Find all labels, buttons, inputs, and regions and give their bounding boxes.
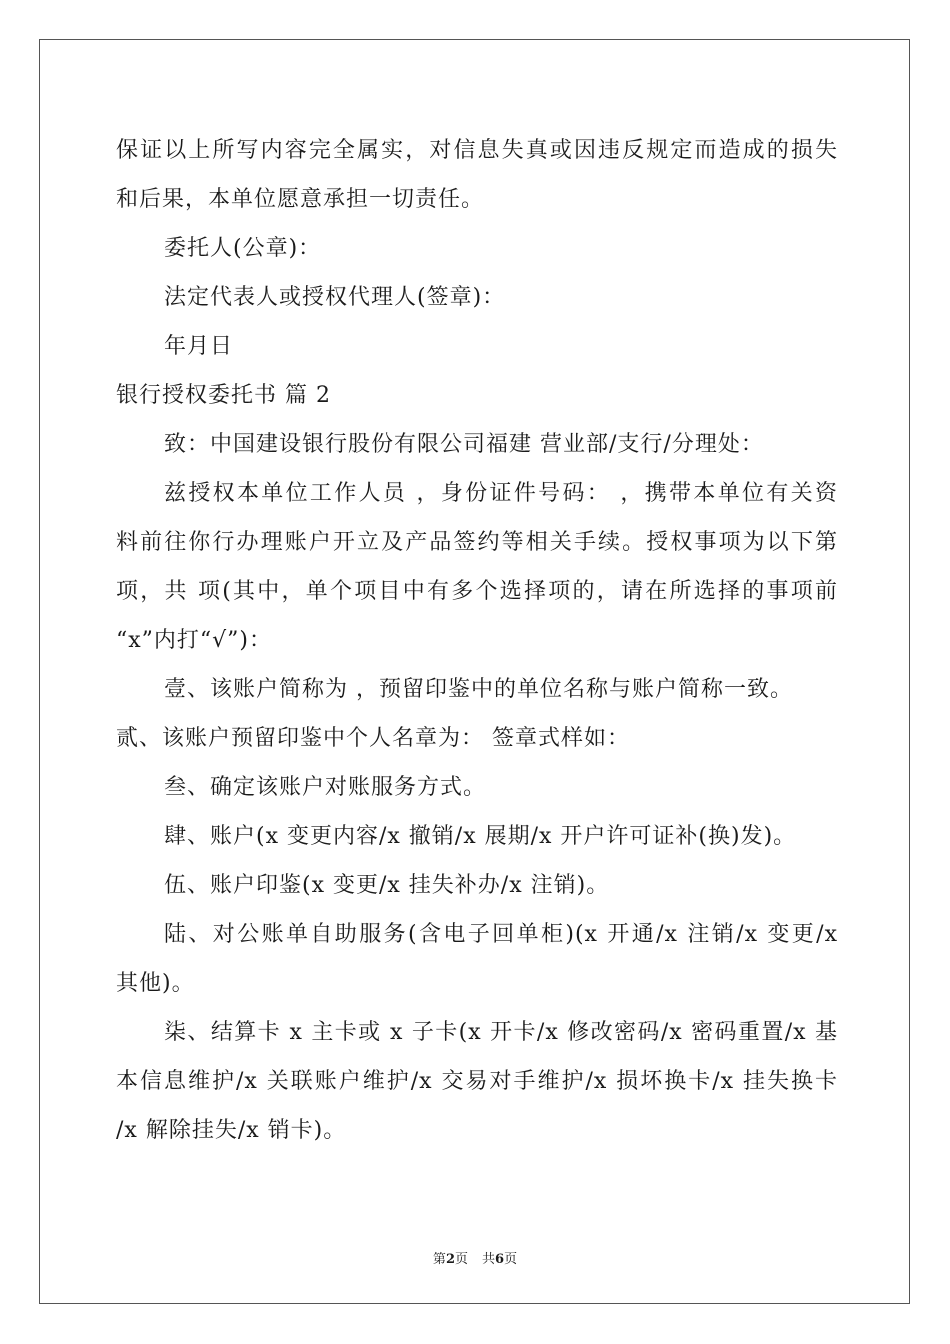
text-line: 其他)。 [116,971,195,996]
text-line: 兹授权本单位工作人员 ，身份证件号码： ，携带本单位有关资 [164,481,838,506]
document-body [116,126,838,1155]
text-line: 贰、该账户预留印鉴中个人名章为： 签章式样如： [116,726,630,751]
total-pages: 6 [495,1252,505,1267]
text-line: 年月日 [164,334,234,359]
text-line: 伍、账户印鉴(x 变更/x 挂失补办/x 注销)。 [164,873,610,898]
text-line: 致：中国建设银行股份有限公司福建 营业部/支行/分理处： [164,432,764,457]
page-suffix: 页 [454,1252,468,1267]
page-prefix: 第 [432,1252,446,1267]
text-line: 柒、结算卡 x 主卡或 x 子卡(x 开卡/x 修改密码/x 密码重置/x 基 [164,1020,838,1045]
text-line: 叁、确定该账户对账服务方式。 [164,775,487,800]
total-prefix: 共 [482,1252,496,1267]
text-line: 法定代表人或授权代理人(签章)： [164,285,506,310]
text-line: 项，共 项(其中，单个项目中有多个选择项的，请在所选择的事项前 [116,579,838,604]
text-line: 陆、对公账单自助服务(含电子回单柜)(x 开通/x 注销/x 变更/x [164,922,838,947]
text-line: “x”内打“√”)： [116,628,272,653]
page-number: 2 [445,1252,455,1267]
text-line: 和后果，本单位愿意承担一切责任。 [116,187,485,212]
page-footer [0,1248,950,1267]
text-line: 壹、该账户简称为 ，预留印鉴中的单位名称与账户简称一致。 [164,677,793,702]
text-line: /x 解除挂失/x 销卡)。 [116,1118,347,1143]
total-suffix: 页 [504,1252,518,1267]
text-line: 料前往你行办理账户开立及产品签约等相关手续。授权事项为以下第 [116,530,838,555]
text-line: 本信息维护/x 关联账户维护/x 交易对手维护/x 损坏换卡/x 挂失换卡 [116,1069,838,1094]
text-line: 银行授权委托书 篇 2 [116,383,331,408]
text-line: 保证以上所写内容完全属实，对信息失真或因违反规定而造成的损失 [116,138,838,163]
text-line: 委托人(公章)： [164,236,322,261]
text-line: 肆、账户(x 变更内容/x 撤销/x 展期/x 开户许可证补(换)发)。 [164,824,797,849]
